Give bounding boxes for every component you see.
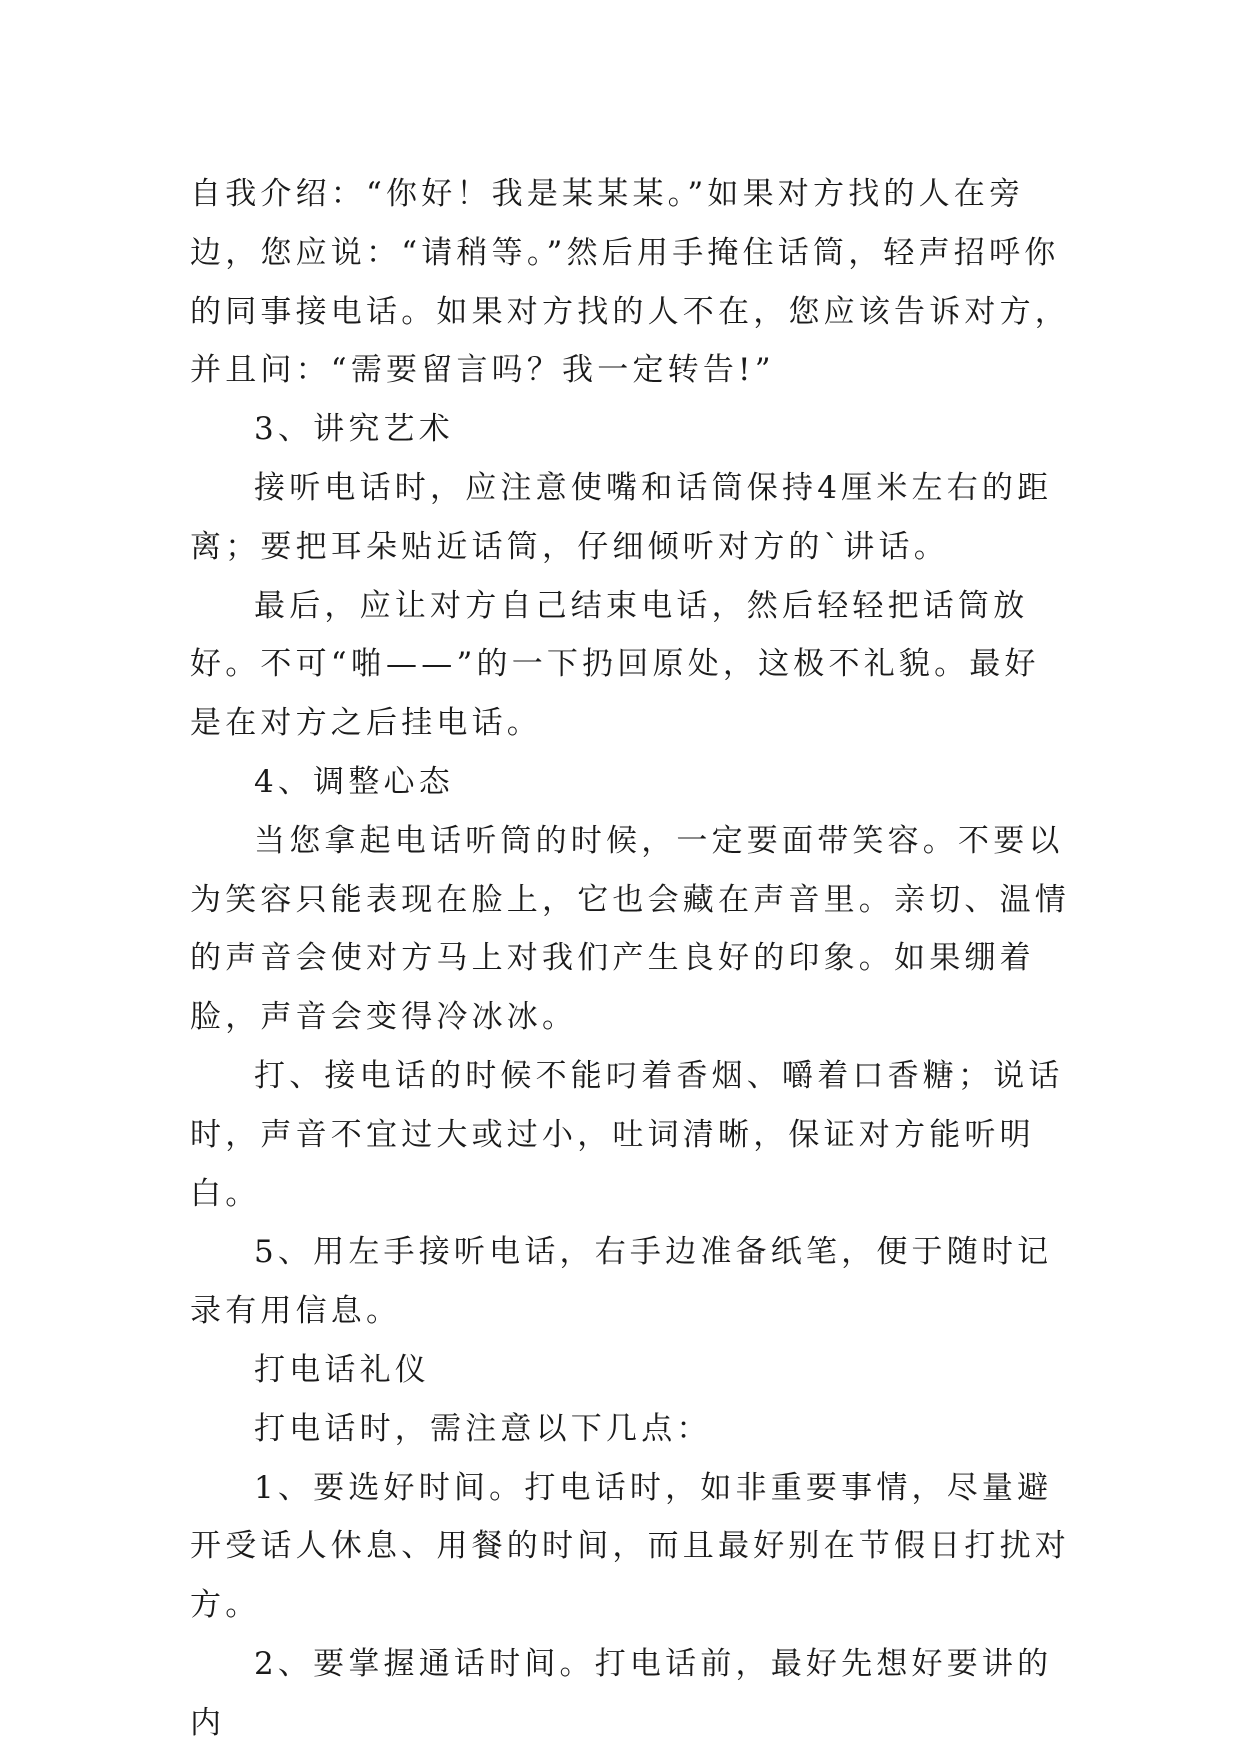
heading-adjust-mindset: 4、调整心态 [254, 763, 454, 800]
document-body [190, 165, 1070, 1753]
paragraph-mouth-distance: 接听电话时，应注意使嘴和话筒保持4厘米左右的距离；要把耳朵贴近话筒，仔细倾听对方的`讲话。 [190, 469, 1053, 565]
paragraph-smile: 当您拿起电话听筒的时候，一定要面带笑容。不要以为笑容只能表现在脸上，它也会藏在声音里。亲切、温情的声音会使对方马上对我们产生良好的印象。如果绷着脸，声音会变得冷冰冰。 [190, 822, 1070, 1036]
paragraph-call-duration: 2、要掌握通话时间。打电话前，最好先想好要讲的内 [190, 1645, 1053, 1741]
heading-calling-etiquette: 打电话礼仪 [254, 1351, 430, 1388]
paragraph-choose-time: 1、要选好时间。打电话时，如非重要事情，尽量避开受话人休息、用餐的时间，而且最好别在节假日打扰对方。 [190, 1469, 1070, 1624]
paragraph-self-introduction: 自我介绍：“你好！我是某某某。”如果对方找的人在旁边，您应说：“请稍等。”然后用手掩住话筒，轻声招呼你的同事接电话。如果对方找的人不在，您应该告诉对方，并且问：“需要留言吗？我一定转告!” [190, 176, 1070, 389]
paragraph-no-smoking: 打、接电话的时候不能叼着香烟、嚼着口香糖；说话时，声音不宜过大或过小，吐词清晰，保证对方能听明白。 [190, 1057, 1064, 1212]
paragraph-calling-points: 打电话时，需注意以下几点： [254, 1410, 712, 1447]
paragraph-left-hand: 5、用左手接听电话，右手边准备纸笔，便于随时记录有用信息。 [190, 1234, 1053, 1330]
heading-art-of-speaking: 3、讲究艺术 [254, 411, 454, 448]
paragraph-ending-call: 最后，应让对方自己结束电话，然后轻轻把话筒放好。不可“啪——”的一下扔回原处，这极不礼貌。最好是在对方之后挂电话。 [190, 587, 1040, 742]
